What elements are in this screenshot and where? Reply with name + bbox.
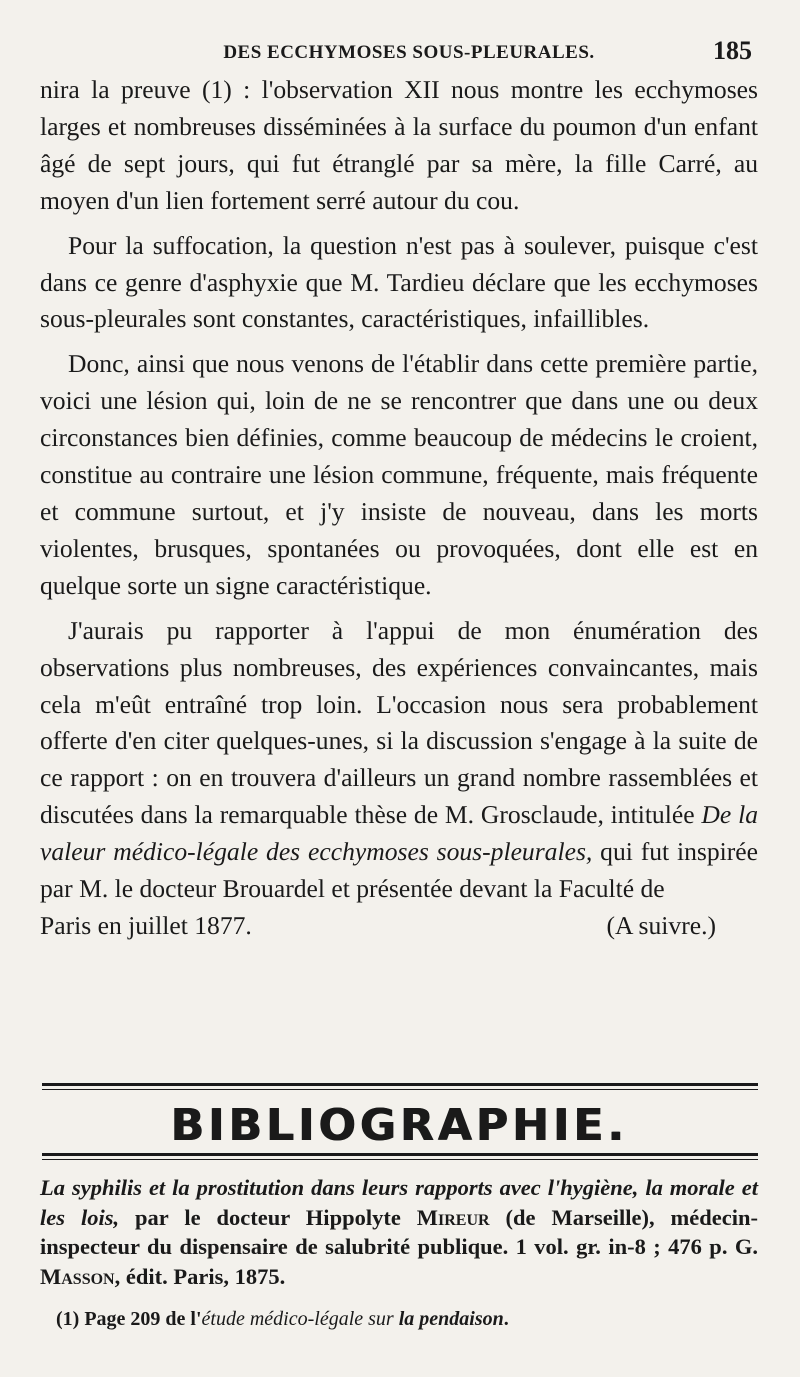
bibliography-details: (de Marseille), médecin-inspecteur du dispensaire de salubrité publique. 1 vol. gr. in-8 ; 476 p. G. bbox=[40, 1204, 758, 1259]
thesis-title: De la valeur médico-légale des ecchymoses sous-pleurales, bbox=[40, 800, 759, 867]
paragraph-2: Pour la suffocation, la question n'est pas à soulever, puisque c'est dans ce genre d'asphyxie que M. Tardieu déclare que les ecchymoses sous-pleurales sont constantes, caractéristiques, infaillibles. bbox=[40, 230, 758, 334]
bibliography-author-surname: Mireur bbox=[416, 1204, 490, 1230]
footnote-italic: étude médico-légale sur bbox=[201, 1308, 399, 1330]
paragraph-4 bbox=[40, 613, 758, 908]
paragraph-4-continuation: qui fut inspirée par M. le docteur Brouardel et présentée devant la Faculté de bbox=[40, 837, 758, 904]
footnote bbox=[56, 1308, 758, 1331]
paragraph-4-text: J'aurais pu rapporter à l'appui de mon énumération des observations plus nombreuses, des expériences convaincantes, mais cela m'eût entraîné trop loin. L'occasion nous sera probablement offerte d'en citer quelques-unes, si la discussion s'engage à la suite de ce rapport : on en trouvera d'ailleurs un grand nombre rassemblées et discutées dans la remarquable thèse de M. Grosclaude, intitulée bbox=[40, 615, 758, 830]
section-divider-top bbox=[42, 1083, 758, 1090]
paragraph-1: nira la preuve (1) : l'observation XII nous montre les ecchymoses larges et nombreuses disséminées à la surface du poumon d'un enfant âgé de sept jours, qui fut étranglé par sa mère, la fille Carré, au moyen d'un lien fortement serré autour du cou. bbox=[40, 75, 758, 215]
bibliography-entry bbox=[40, 1173, 758, 1291]
footnote-marker: (1) Page 209 de l' bbox=[56, 1308, 202, 1330]
footnote-bold-italic: la pendaison bbox=[398, 1308, 504, 1330]
page-number: 185 bbox=[713, 36, 752, 65]
section-title: BIBLIOGRAPHIE. bbox=[170, 1100, 628, 1151]
paragraph-4-last-line bbox=[40, 908, 758, 945]
running-title: DES ECCHYMOSES SOUS-PLEURALES. bbox=[223, 42, 595, 63]
footnote-end: . bbox=[503, 1308, 509, 1330]
bibliography-publisher-details: , édit. Paris, 1875. bbox=[114, 1263, 286, 1289]
body-text bbox=[40, 72, 758, 945]
bibliography-work-title: La syphilis et la prostitution dans leurs rapports avec l'hygiène, la morale et les lois, bbox=[40, 1175, 758, 1230]
bibliography-publisher: Masson bbox=[40, 1263, 115, 1289]
paragraph-4-end: Paris en juillet 1877. bbox=[40, 910, 252, 940]
running-head bbox=[40, 36, 758, 76]
to-follow-note: (A suivre.) bbox=[606, 910, 716, 940]
paragraph-3: Donc, ainsi que nous venons de l'établir dans cette première partie, voici une lésion qui, loin de ne se rencontrer que dans une ou deux circonstances bien définies, comme beaucoup de médecins le croient, constitue au contraire une lésion commune, fréquente, mais fréquente et commune surtout, et j'y insiste de nouveau, dans les morts violentes, brusques, spontanées ou provoquées, dont elle est en quelque sorte un signe caractéristique. bbox=[40, 349, 758, 600]
section-divider-bottom bbox=[42, 1153, 758, 1160]
bibliography-by: par le docteur Hippolyte bbox=[119, 1204, 417, 1230]
